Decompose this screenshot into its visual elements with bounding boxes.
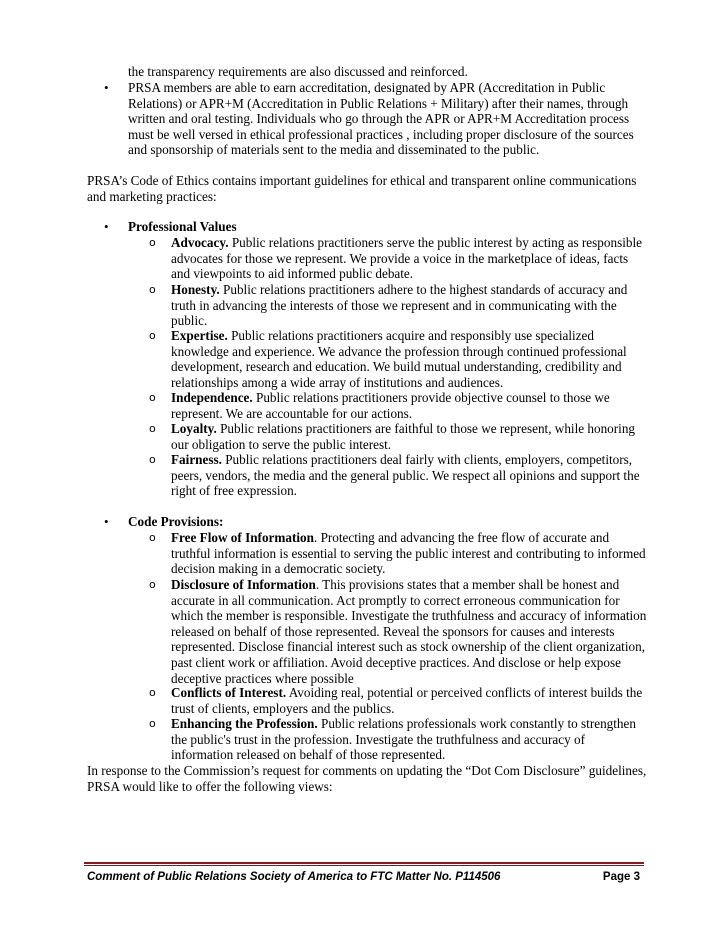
value-term: Honesty. <box>171 282 220 297</box>
value-loyalty <box>149 421 647 452</box>
sub-bullet-icon: o <box>149 578 156 591</box>
provision-text: . Protecting and advancing the free flow of accurate and truthful information is essential to serving the public interest and contributing to informed decision making in a democratic society. <box>171 530 646 577</box>
sub-bullet-icon: o <box>149 329 156 342</box>
value-text: Public relations practitioners provide objective counsel to those we represent. We are accountable for our actions. <box>171 390 610 421</box>
bullet-professional-values <box>104 219 648 235</box>
provision-term: Disclosure of Information <box>171 577 316 592</box>
provision-text: Avoiding real, potential or perceived conflicts of interest builds the trust of clients, employers and the publics. <box>171 685 643 716</box>
provision-text: . This provisions states that a member shall be honest and accurate in all communication. Act promptly to correct erroneous communication for which the member is responsible. Investigate the truthfulness and accuracy of information released on behalf of those represented. Reveal the sponsors for causes and interests represented. Disclose financial interest such as stock ownership of the client organization, past client work or affiliation. Avoid deceptive practices. And disclose or help expose deceptive practices where possible <box>171 577 647 686</box>
page-footer <box>87 870 640 886</box>
footer-rule <box>84 862 644 864</box>
footer-rule-thin <box>84 865 644 866</box>
bullet-text: the transparency requirements are also discussed and reinforced. <box>128 64 468 79</box>
value-expertise <box>149 328 647 390</box>
bullet-dot-icon: • <box>104 514 109 529</box>
value-term: Expertise. <box>171 328 228 343</box>
intro-paragraph: PRSA’s Code of Ethics contains important guidelines for ethical and transparent online communications and marketing practices: <box>87 173 637 204</box>
bullet-dot-icon: • <box>104 219 109 234</box>
section-heading: Professional Values <box>128 219 237 234</box>
provision-disclosure <box>149 577 647 686</box>
value-term: Loyalty. <box>171 421 217 436</box>
value-advocacy <box>149 235 647 282</box>
value-text: Public relations practitioners acquire and responsibly use specialized knowledge and experience. We advance the profession through continued professional development, research and education. We build mutual understanding, credibility and relationships among a wide array of institutions and audiences. <box>171 328 627 390</box>
value-term: Independence. <box>171 390 253 405</box>
provision-text: Public relations professionals work constantly to strengthen the public's trust in the profession. Investigate the truthfulness and accuracy of information released on behalf of those represented. <box>171 716 636 763</box>
closing-paragraph: In response to the Commission’s request for comments on updating the “Dot Com Disclosure” guidelines, PRSA would like to offer the following views: <box>87 763 647 794</box>
sub-bullet-icon: o <box>149 283 156 296</box>
provision-term: Conflicts of Interest. <box>171 685 287 700</box>
value-text: Public relations practitioners are faithful to those we represent, while honoring our obligation to serve the public interest. <box>171 421 636 452</box>
provision-free-flow <box>149 530 647 577</box>
section-heading: Code Provisions: <box>128 514 224 529</box>
value-term: Advocacy. <box>171 235 229 250</box>
value-text: Public relations practitioners deal fairly with clients, employers, competitors, peers, vendors, the media and the general public. We respect all opinions and support the right of free expression. <box>171 452 640 499</box>
sub-bullet-icon: o <box>149 686 156 699</box>
bullet-code-provisions <box>104 514 648 530</box>
sub-bullet-icon: o <box>149 531 156 544</box>
value-text: Public relations practitioners adhere to the highest standards of accuracy and truth in advancing the interests of those we represent and in communicating with the public. <box>171 282 628 329</box>
provision-enhancing <box>149 716 647 763</box>
value-honesty <box>149 282 647 329</box>
bullet-dot-icon: • <box>104 80 109 95</box>
sub-bullet-icon: o <box>149 453 156 466</box>
provision-term: Enhancing the Profession. <box>171 716 318 731</box>
sub-bullet-icon: o <box>149 422 156 435</box>
sub-bullet-icon: o <box>149 717 156 730</box>
value-fairness <box>149 452 647 499</box>
footer-title: Comment of Public Relations Society of America to FTC Matter No. P114506 <box>87 871 501 883</box>
bullet-accreditation <box>104 80 648 158</box>
value-term: Fairness. <box>171 452 222 467</box>
provision-term: Free Flow of Information <box>171 530 314 545</box>
value-text: Public relations practitioners serve the public interest by acting as responsible advocates for those we represent. We provide a voice in the marketplace of ideas, facts and viewpoints to aid informed public debate. <box>171 235 642 282</box>
sub-bullet-icon: o <box>149 236 156 249</box>
bullet-text: PRSA members are able to earn accreditation, designated by APR (Accreditation in Public Relations) or APR+M (Accreditation in Public Relations + Military) after their names, through written and oral testing. Individuals who go through the APR or APR+M Accreditation process must be well versed in ethical professional practices , including proper disclosure of the sources and sponsorship of materials sent to the media and disseminated to the public. <box>128 80 634 158</box>
value-independence <box>149 390 647 421</box>
provision-conflicts <box>149 685 647 716</box>
sub-bullet-icon: o <box>149 391 156 404</box>
page-number: Page 3 <box>602 871 640 883</box>
bullet-continuation <box>128 64 648 80</box>
